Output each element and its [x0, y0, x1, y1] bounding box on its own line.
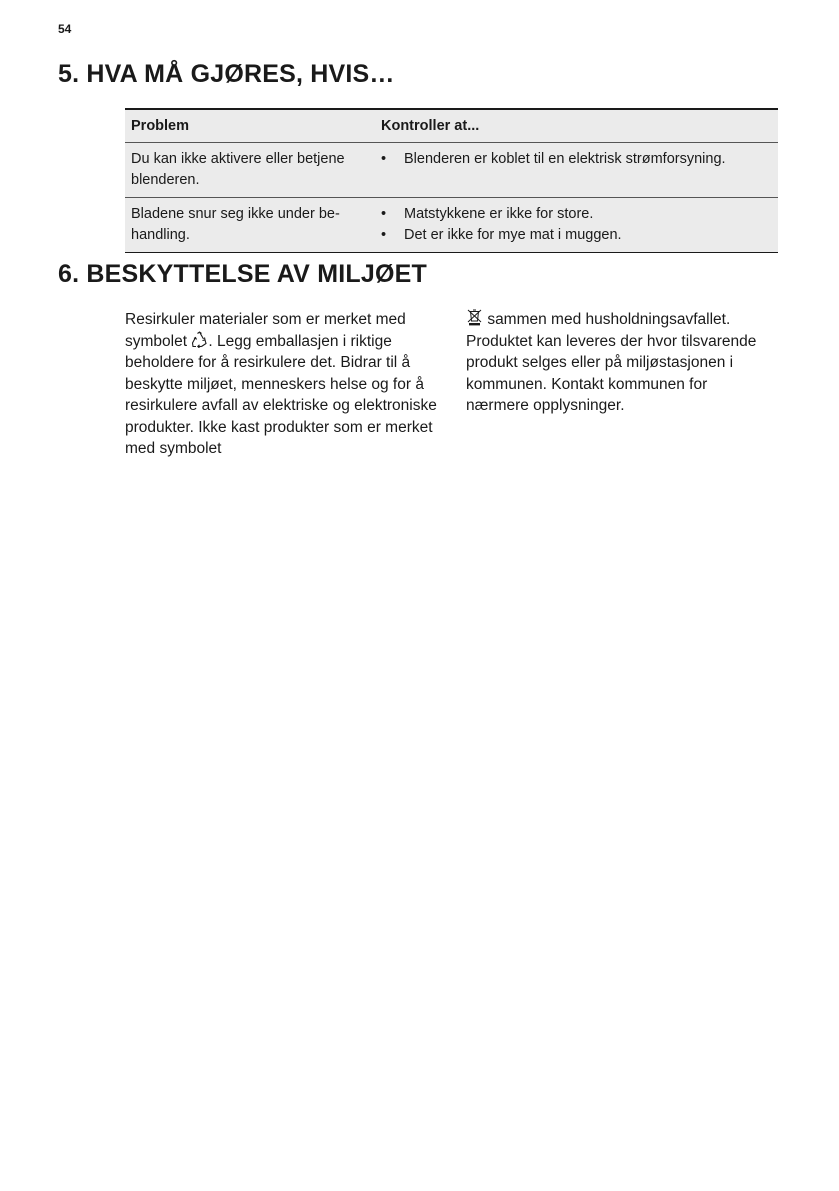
section-heading-environment: 6. BESKYTTELSE AV MILJØET [58, 260, 427, 288]
environment-paragraph-left [125, 309, 445, 460]
check-list [381, 149, 772, 170]
environment-paragraph-right [466, 309, 766, 417]
column-header-check: Kontroller at... [381, 118, 480, 134]
column-header-problem: Problem [131, 118, 190, 134]
crossed-bin-icon [466, 309, 483, 326]
check-list [381, 204, 772, 246]
page-number: 54 [58, 22, 72, 36]
table-header-row [125, 109, 778, 143]
check-item: • Matstykkene er ikke for store. [381, 204, 772, 225]
table-row [125, 198, 778, 253]
troubleshooting-table [125, 108, 778, 253]
check-cell [375, 143, 778, 198]
environment-text: Resirkuler materialer som er merket med symbolet [125, 311, 406, 350]
section-heading-troubleshooting: 5. HVA MÅ GJØRES, HVIS… [58, 60, 395, 88]
check-item: • Blenderen er koblet til en elektrisk strømforsyning. [381, 149, 772, 170]
recycling-icon [191, 331, 208, 348]
table-row [125, 143, 778, 198]
check-cell [375, 198, 778, 253]
check-item: • Det er ikke for mye mat i muggen. [381, 225, 772, 246]
environment-text: . Legg emballasjen i riktige beholdere for å resirkulere det. Bidrar til å beskytte miljøet, menneskers helse og for å resirkulere avfall av elektriske og elektroniske produkter. Ikke kast produkter som er merket med symbolet [125, 332, 437, 457]
problem-cell: Du kan ikke aktivere eller betjene blenderen. [131, 151, 345, 188]
problem-cell: Bladene snur seg ikke under be-handling. [131, 206, 340, 243]
environment-text: sammen med husholdningsavfallet. Produktet kan leveres der hvor tilsvarende produkt selges eller på miljøstasjonen i kommunen. Kontakt kommunen for nærmere opplysninger. [466, 311, 757, 414]
